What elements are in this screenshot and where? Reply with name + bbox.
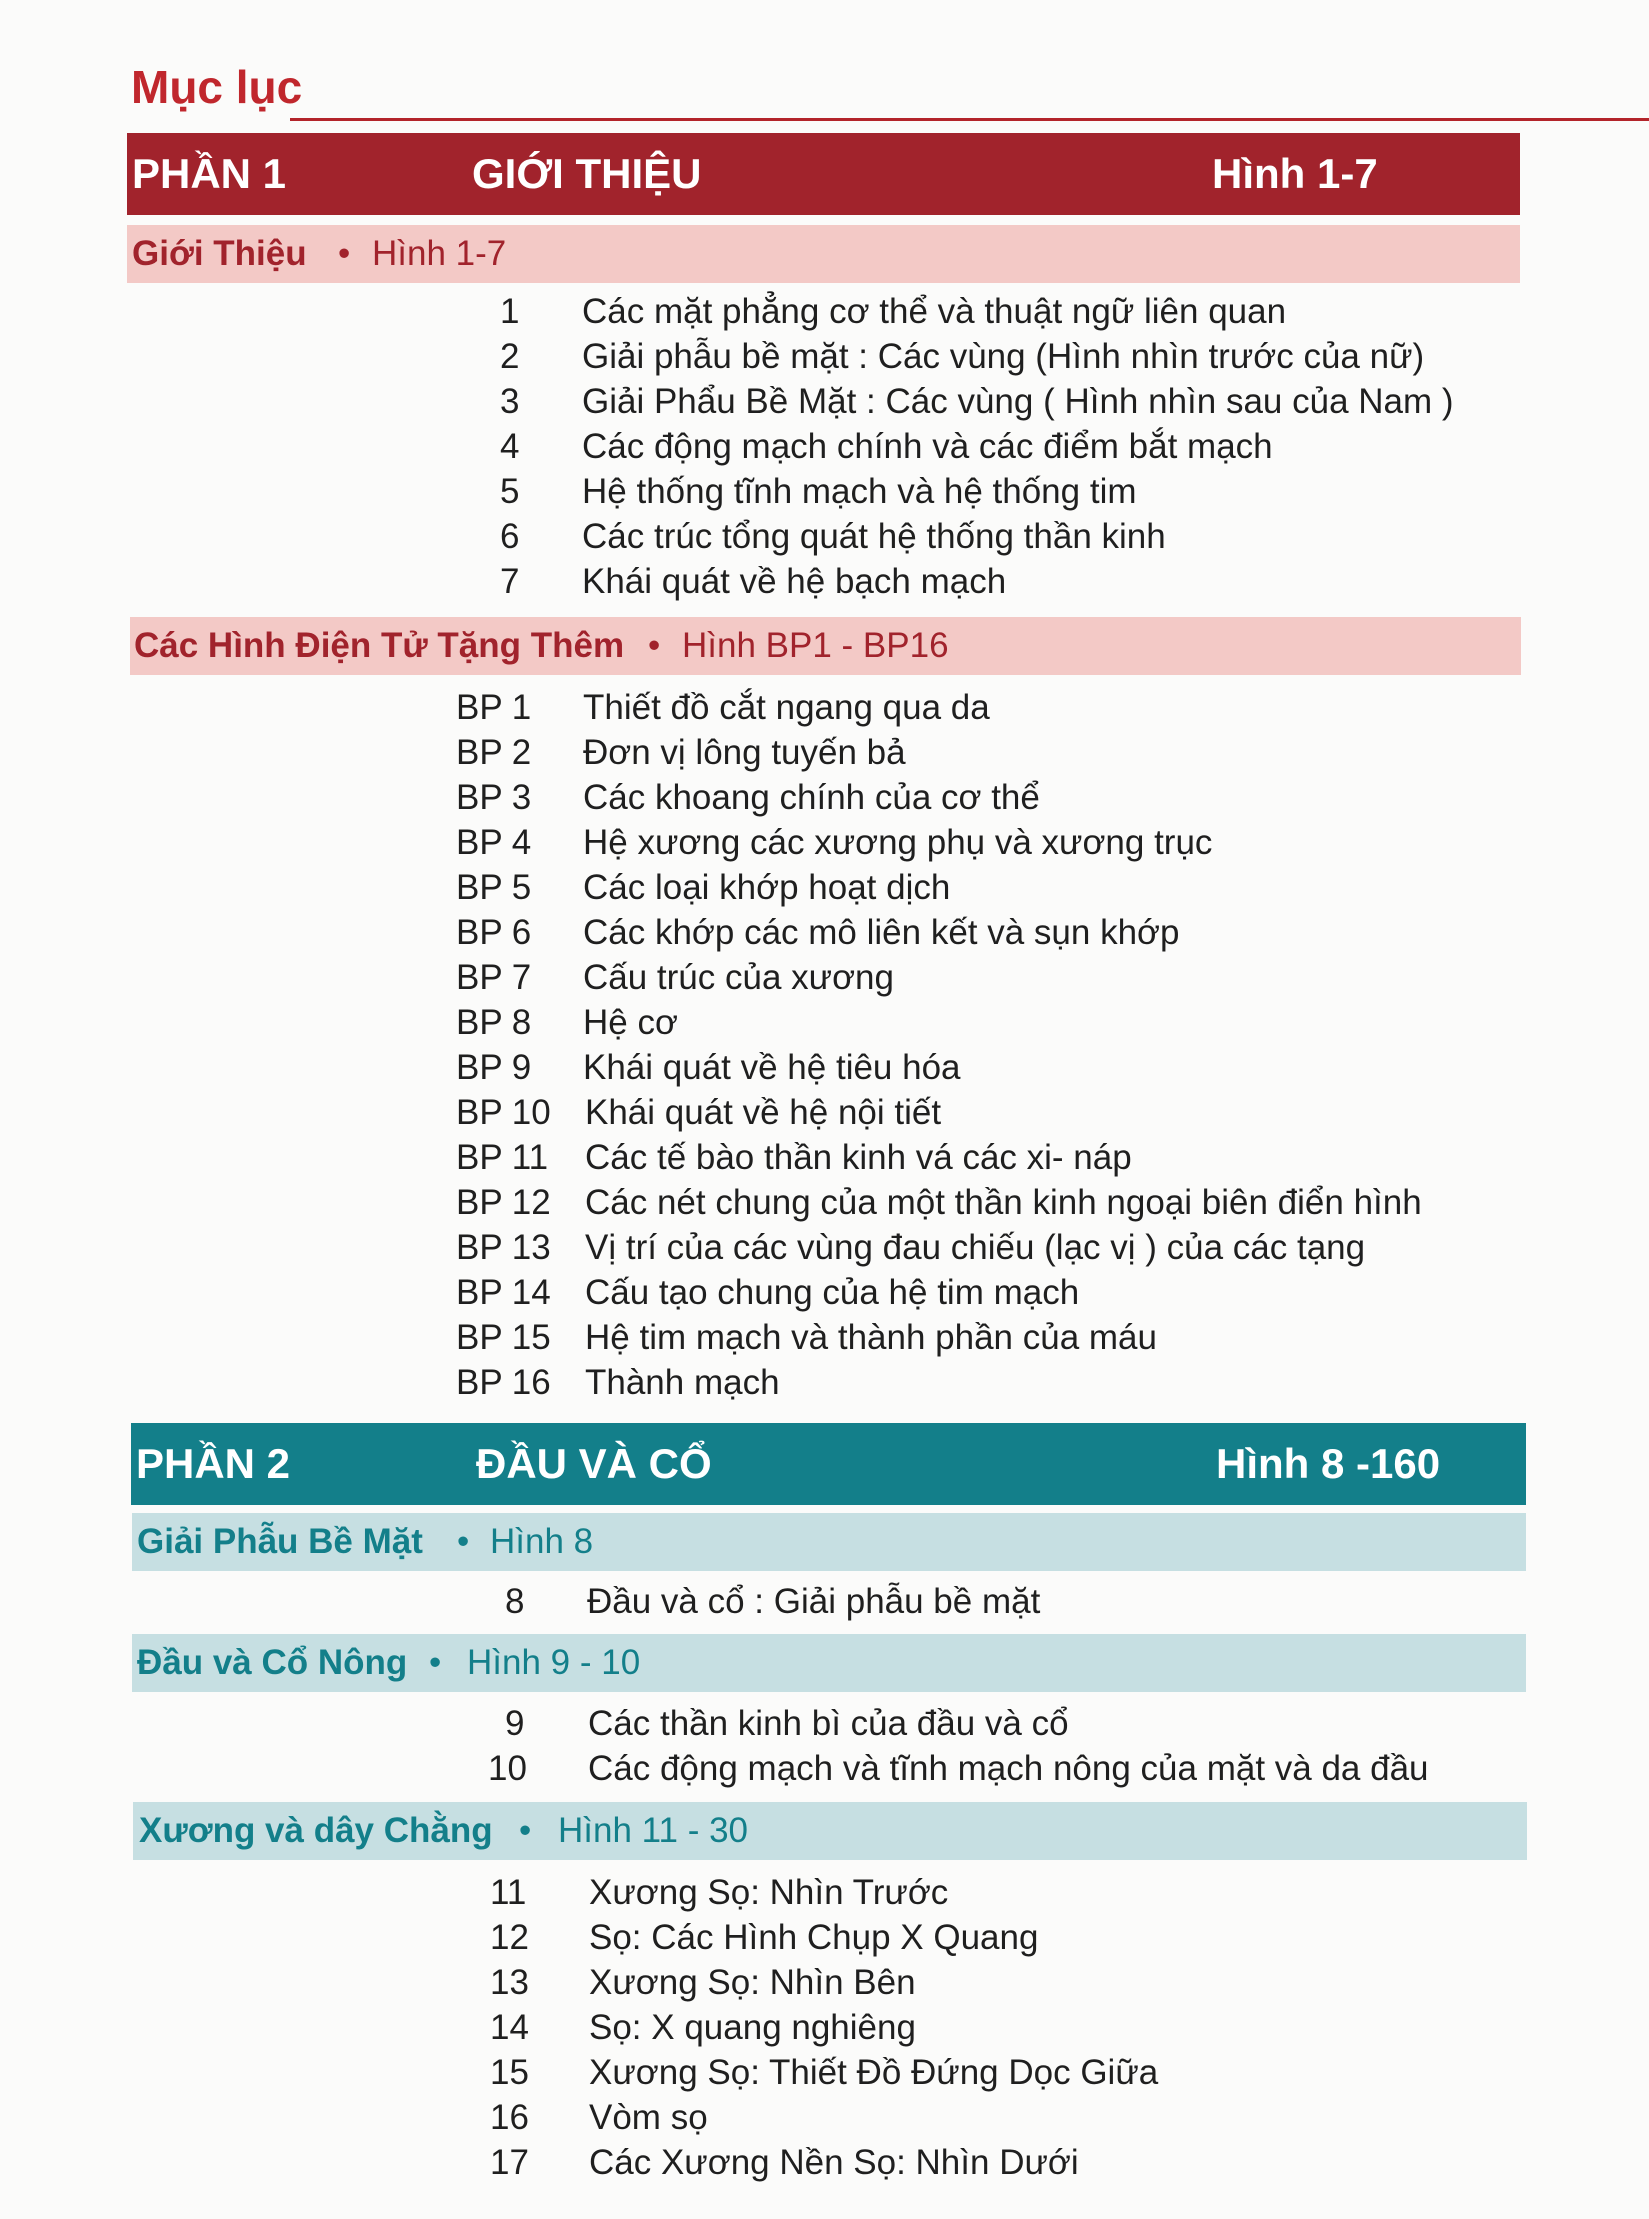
section-header-gioi-thieu	[127, 225, 1520, 283]
section-name: Giới Thiệu	[132, 234, 307, 273]
page-title: Mục lục	[131, 61, 303, 113]
bullet: •	[519, 1811, 532, 1850]
part-1-figures: Hình 1-7	[1212, 150, 1378, 197]
bullet: •	[457, 1522, 470, 1561]
part-2-name: ĐẦU VÀ CỔ	[476, 1440, 712, 1487]
part-2-label: PHẦN 2	[136, 1440, 291, 1487]
section-figures: Hình 11 - 30	[558, 1811, 749, 1850]
section-name: Các Hình Điện Tử Tặng Thêm	[134, 626, 625, 665]
section-header-giai-phau-be-mat	[132, 1513, 1526, 1571]
part-1-name: GIỚI THIỆU	[472, 150, 702, 197]
section-figures: Hình 1-7	[372, 234, 507, 273]
bullet: •	[648, 626, 661, 665]
part-2-figures: Hình 8 -160	[1216, 1440, 1441, 1487]
section-header-dau-va-co-nong	[132, 1634, 1526, 1692]
section-header-xuong-va-day-chang	[133, 1802, 1527, 1860]
section-figures: Hình 8	[490, 1522, 594, 1561]
section-figures: Hình BP1 - BP16	[682, 626, 949, 665]
bullet: •	[338, 234, 351, 273]
part-1-header	[127, 133, 1520, 215]
title-underline	[290, 118, 1649, 121]
section-figures: Hình 9 - 10	[467, 1643, 641, 1682]
part-1-label: PHẦN 1	[132, 150, 287, 197]
section-name: Đầu và Cổ Nông	[137, 1643, 408, 1682]
bullet: •	[429, 1643, 442, 1682]
section-header-hinh-dien-tu	[130, 617, 1521, 675]
part-2-header	[131, 1423, 1526, 1505]
section-name: Giải Phẫu Bề Mặt	[137, 1522, 423, 1561]
section-name: Xương và dây Chằng	[139, 1811, 493, 1850]
